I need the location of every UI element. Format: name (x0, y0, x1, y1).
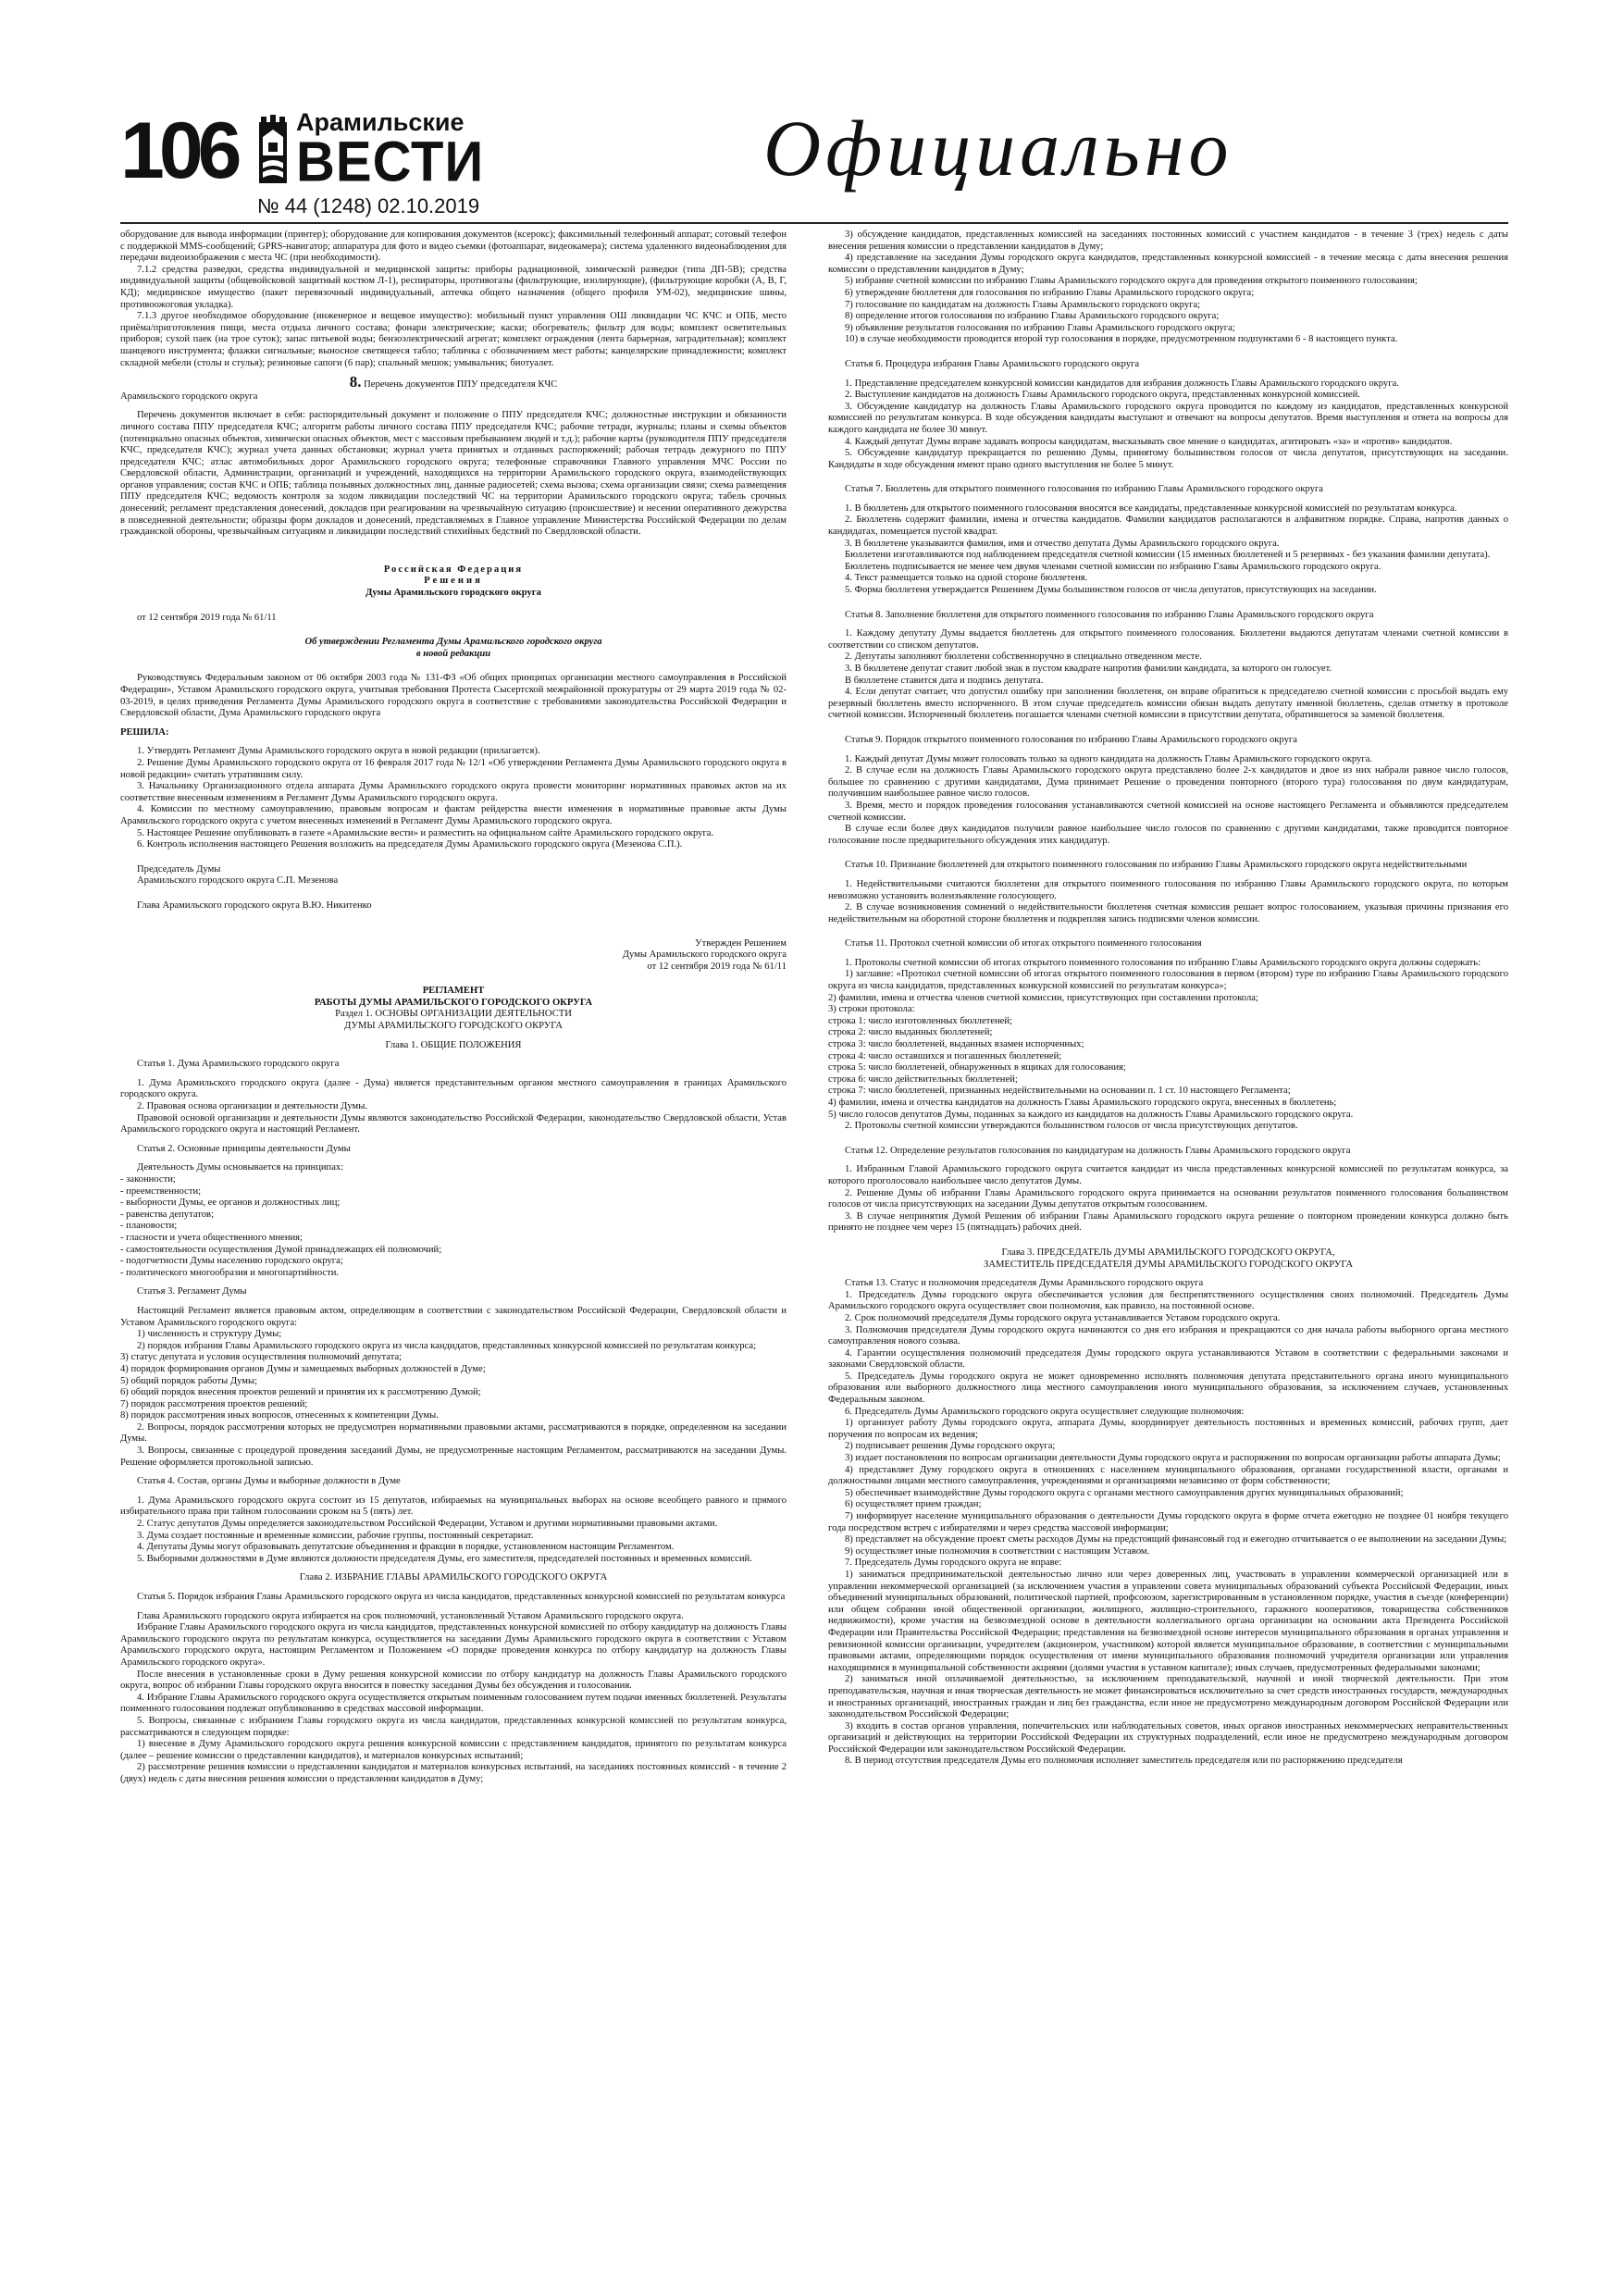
paragraph: 1. Избранным Главой Арамильского городского округа считается кандидат из числа представленных конкурсной комиссией по результатам конкурса, за которого проголосовало наибольшее число депутатов Думы. (828, 1164, 1508, 1186)
resolution-item: 1. Утвердить Регламент Думы Арамильского городского округа в новой редакции (прилагается). (137, 746, 540, 757)
paragraph: 5. Председатель Думы городского округа не может одновременно исполнять полномочия депутата представительного органа иного муниципального образования или выборного должностного лица местного самоуправления иного муниципального образования, за исключением случаев, установленных Федеральным законом. (828, 1371, 1508, 1406)
paragraph: 2. Депутаты заполняют бюллетени собственноручно в специально отведенном месте. (845, 652, 1202, 663)
signature-line: Глава Арамильского городского округа В.Ю. Никитенко (137, 900, 372, 911)
list-item: - выборности Думы, ее органов и должностных лиц; (120, 1198, 341, 1209)
paragraph: 1) заниматься предпринимательской деятельностью лично или через доверенных лиц, участвовать в управлении коммерческой организацией или в управлении некоммерческой организацией (за исключением участия в управлении совета муниципальных образований субъекта Российской Федерации, иных объединений муниципальных образований, политической партией, профсоюзом, зарегистрированным в установленном порядке, участия в съезде (конференции) или общем собрании иной общественной организации, жилищного, жилищно-строительного, гаражного кооперативов, товарищества собственников недвижимости), кроме участия на безвозмездной основе в деятельности коллегиального органа организации на основании акта Президента Российской Федерации или Правительства Российской Федерации; представления на безвозмездной основе интересов муниципального образования в органах управления и ревизионной комиссии организации, учредителем (акционером, участником) которой является муниципальное образование, в соответствии с муниципальными правовыми актами, определяющими порядок осуществления от имени муниципального образования полномочий учредителя организации или управления находящимися в муниципальной собственности акциями (долями участия в уставном капитале); иных случаев, предусмотренных федеральными законами; (828, 1569, 1508, 1673)
article-heading: Статья 3. Регламент Думы (137, 1286, 247, 1297)
list-item: 8) представляет на обсуждение проект сметы расходов Думы на предстоящий финансовый год и ежегодно отчитывается о ее выполнении на заседании Думы; (845, 1534, 1507, 1545)
signature-line: Арамильского городского округа С.П. Мезенова (137, 875, 339, 887)
list-item: строка 6: число действительных бюллетеней; (828, 1074, 1018, 1085)
reglament-section: Раздел 1. ОСНОВЫ ОРГАНИЗАЦИИ ДЕЯТЕЛЬНОСТИ (335, 1009, 572, 1020)
document-title: Об утверждении Регламента Думы Арамильского городского округа (304, 637, 602, 648)
document-date: от 12 сентября 2019 года № 61/11 (137, 612, 277, 623)
resolution-heading: РЕШИЛА: (120, 726, 169, 738)
article-heading: Статья 9. Порядок открытого поименного голосования по избранию Главы Арамильского городского округа (845, 734, 1297, 745)
paragraph: Глава Арамильского городского округа избирается на срок полномочий, установленный Уставом Арамильского городского округа. (137, 1610, 684, 1621)
paragraph: 3. Полномочия председателя Думы городского округа начинаются со дня его избрания и прекращаются со дня начала работы выборного органа местного самоуправления нового созыва. (828, 1324, 1508, 1347)
doc-header-country: Российская Федерация (383, 564, 524, 575)
paragraph: 1. Председатель Думы городского округа обеспечивается условия для беспрепятственного осуществления своих полномочий. Председатель Думы Арамильского городского округа осуществляет свои полномочия, как правило, на постоянной основе. (828, 1289, 1508, 1312)
section-heading-text: Перечень документов ППУ председателя КЧС (364, 379, 558, 391)
paragraph: 3. Вопросы, связанные с процедурой проведения заседаний Думы, не предусмотренные настоящим Регламентом, рассматриваются на заседании Думы. Решение оформляется протокольной записью. (120, 1446, 787, 1468)
paragraph: 6) утверждение бюллетеня для голосования по избранию Главы Арамильского городского округа; (845, 287, 1255, 298)
section-title: Официально (763, 104, 1233, 192)
paragraph: 3. Время, место и порядок проведения голосования устанавливаются счетной комиссией на основе настоящего Регламента и объявляются председателем счетной комиссии. (828, 800, 1508, 823)
approval-note: Думы Арамильского городского округа (622, 949, 787, 961)
paragraph: 2. Правовая основа организации и деятельности Думы. (137, 1101, 367, 1112)
paragraph: 10) в случае необходимости проводится второй тур голосования в порядке, предусмотренном подпунктами 6 - 8 настоящего пункта. (845, 334, 1398, 345)
brand-name-bottom: ВЕСТИ (296, 130, 485, 193)
paragraph: 4. Гарантии осуществления полномочий председателя Думы городского округа устанавливаются Уставом в соответствии с федеральными законами и законами Свердловской области. (828, 1347, 1508, 1371)
list-item: 2) подписывает решения Думы городского округа; (845, 1441, 1056, 1452)
paragraph: 4. Текст размещается только на одной стороне бюллетеня. (845, 573, 1088, 584)
article-heading: Статья 4. Состав, органы Думы и выборные должности в Думе (137, 1476, 401, 1487)
paragraph: 8. В период отсутствия председателя Думы его полномочия исполняет заместитель председателя или по распоряжению председателя (845, 1756, 1403, 1767)
paragraph: 2. Бюллетень содержит фамилии, имена и отчества кандидатов. Фамилии кандидатов располагаются в алфавитном порядке. Справа, напротив данных о кандидатах, помещается пустой квадрат. (828, 515, 1508, 538)
list-item: 5) число голосов депутатов Думы, поданных за каждого из кандидатов на должность Главы Арамильского городского округа. (828, 1109, 1354, 1120)
list-item: 5) общий порядок работы Думы; (120, 1375, 258, 1386)
paragraph: 2) рассмотрение решения комиссии о представлении кандидатов и материалов конкурсных испытаний, на заседаниях постоянных комиссий - в течение 2 (двух) недель с даты внесения решения комиссии о представлении кандидатов в Думу; (120, 1762, 787, 1784)
paragraph: 1) внесение в Думу Арамильского городского округа решения конкурсной комиссии с представлением кандидатов, принятого по результатам конкурса (далее – решение комиссии о представлении кандидатов), и материалов конкурсных испытаний; (120, 1739, 787, 1761)
resolution-item: 6. Контроль исполнения настоящего Решения возложить на председателя Думы Арамильского городского округа (Мезенова С.П.). (137, 839, 683, 850)
paragraph: 2. Выступление кандидатов на должность Главы Арамильского городского округа, представленных конкурсной комиссией. (845, 390, 1360, 401)
doc-header-type: Решения (424, 576, 483, 587)
article-heading: Статья 13. Статус и полномочия председателя Думы Арамильского городского округа (845, 1278, 1204, 1289)
list-item: 1) численность и структуру Думы; (137, 1329, 282, 1340)
reglament-subtitle: РАБОТЫ ДУМЫ АРАМИЛЬСКОГО ГОРОДСКОГО ОКРУГА (314, 997, 593, 1008)
masthead (120, 102, 1508, 222)
list-item: - гласности и учета общественного мнения; (120, 1232, 303, 1243)
paragraph: 5. Обсуждение кандидатур прекращается по решению Думы, принятому большинством голосов от числа депутатов, присутствующих на заседании. Кандидаты в ходе обсуждения имеют право одного выступления не более 5 минут. (828, 448, 1508, 470)
paragraph: 7. Председатель Думы городского округа не вправе: (845, 1558, 1062, 1569)
resolution-item: 3. Начальнику Организационного отдела аппарата Думы Арамильского городского округа провести мониторинг нормативных правовых актов на их соответствие внесенным изменениям в Регламент Думы Арамильского городского округа. (120, 781, 787, 803)
paragraph: 3) входить в состав органов управления, попечительских или наблюдательных советов, иных органов иностранных некоммерческих неправительственных организаций и действующих на территории Российской Федерации их структурных подразделений, если иное не предусмотрено международным договором Российской Федерации или законодательством Российской Федерации. (828, 1720, 1508, 1755)
paragraph: Бюллетени изготавливаются под наблюдением председателя счетной комиссии (15 именных бюллетеней и 5 резервных - без указания фамилии депутата). (845, 550, 1491, 561)
list-item: 3) статус депутата и условия осуществления полномочий депутата; (120, 1352, 403, 1363)
paragraph: 3) обсуждение кандидатов, представленных комиссией на заседаниях постоянных комиссий с участием кандидатов - в течение 3 (трех) недель с даты внесения решения комиссии о представлении кандидатов в Думу; (828, 230, 1508, 252)
list-item: строка 7: число бюллетеней, признанных недействительными на основании п. 1 ст. 10 настоящего Регламента; (828, 1086, 1291, 1097)
paragraph: 1. Каждому депутату Думы выдается бюллетень для открытого поименного голосования. Бюллетени выдаются депутатам членами счетной комиссии в соответствии со списком депутатов. (828, 628, 1508, 651)
resolution-item: 4. Комиссии по местному самоуправлению, правовым вопросам и фактам рейдерства внести изменения в нормативные правовые акты Думы Арамильского городского округа с учетом внесенных изменений в Регламент Думы Арамильского городского округа. (120, 804, 787, 826)
article-heading: Статья 7. Бюллетень для открытого поименного голосования по избранию Главы Арамильского городского округа (845, 484, 1324, 495)
article-heading: Статья 8. Заполнение бюллетеня для открытого поименного голосования по избранию Главы Арамильского городского округа (845, 609, 1374, 620)
section-number: 8. (349, 373, 362, 391)
list-item: - подотчетности Думы населению городского округа; (120, 1256, 343, 1267)
list-item: строка 1: число изготовленных бюллетеней; (828, 1015, 1012, 1026)
paragraph: 7.1.3 другое необходимое оборудование (инженерное и вещевое имущество): мобильный пункт управления ОШ ликвидации ЧС КЧС и ОПБ, место приёма/приготовления пищи, места отдыха личного состава; фонари электрические; каски; обогреватель; фильтр для воды; комплект осветительных приборов; сухой паек (на трое суток); запас питьевой воды; бензоэлектрический агрегат; комплект ограждения (лента барьерная, заградительная); комплект шанцевого инструмента; флажки сигнальные; выносное светящееся табло; табличка с обозначением мест работы; канцелярские принадлежности; комплект складной мебели (столы и стулья); резиновые сапоги (6 пар); спальный мешок; умывальник; биотуалет. (120, 311, 787, 368)
article-heading: Статья 5. Порядок избрания Главы Арамильского городского округа из числа кандидатов, представленных конкурсной комиссией по результатам конкурса (137, 1592, 786, 1602)
paragraph: Деятельность Думы основывается на принципах: (137, 1162, 344, 1173)
list-item: - равенства депутатов; (120, 1209, 215, 1220)
paragraph: 5. Форма бюллетеня утверждается Решением Думы большинством голосов от числа депутатов, присутствующих на заседании. (845, 585, 1377, 596)
paragraph: 1. Протоколы счетной комиссии об итогах открытого поименного голосования по избранию Главы Арамильского городского округа должны содержать: (845, 957, 1481, 968)
list-item: строка 3: число бюллетеней, выданных взамен испорченных; (828, 1039, 1084, 1050)
paragraph: 8) определение итогов голосования по избранию Главы Арамильского городского округа; (845, 311, 1220, 322)
paragraph: 2. Решение Думы об избрании Главы Арамильского городского округа принимается на основании результатов поименного голосования большинством голосов от числа присутствующих на заседании Думы депутатов открытым голосованием. (828, 1187, 1508, 1210)
article-heading: Статья 12. Определение результатов голосования по кандидатурам на должность Главы Арамильского городского округа (845, 1145, 1351, 1156)
paragraph: Избрание Главы Арамильского городского округа из числа кандидатов, представленных конкурсной комиссией по отбору кандидатур на должность Главы Арамильского городского округа по результатам конкурса, осуществляется на заседании Думы Арамильского городского округа в соответствии с Уставом Арамильского городского округа, настоящим Регламентом и Положением «О порядке проведения конкурса по отбору кандидатур на должность Главы Арамильского городского округа». (120, 1622, 787, 1668)
paragraph: 1. Представление председателем конкурсной комиссии кандидатов для избрания должность Главы Арамильского городского округа. (845, 378, 1399, 389)
paragraph: 1. В бюллетень для открытого поименного голосования вносятся все кандидаты, представленные конкурсной комиссией по результатам конкурса. (845, 503, 1457, 514)
paragraph: 9) объявление результатов голосования по избранию Главы Арамильского городского округа; (845, 322, 1235, 333)
list-item: 3) издает постановления по вопросам организации деятельности Думы городского округа и распоряжения по вопросам организации работы аппарата Думы; (845, 1453, 1501, 1464)
left-column (120, 230, 787, 2275)
paragraph: 1. Каждый депутат Думы может голосовать только за одного кандидата на должность Главы Арамильского городского округа. (845, 753, 1373, 764)
paragraph: 4. Каждый депутат Думы вправе задавать вопросы кандидатам, высказывать свое мнение о кандидатах, агитировать «за» и «против» кандидатов. (845, 436, 1453, 447)
doc-header-body: Думы Арамильского городского округа (365, 588, 541, 599)
list-item: 4) порядок формирования органов Думы и замещаемых выборных должностей в Думе; (120, 1363, 486, 1374)
list-item: 2) фамилии, имена и отчества членов счетной комиссии, присутствующих при составлении протокола; (828, 992, 1258, 1003)
paragraph: 2. Вопросы, порядок рассмотрения которых не предусмотрен нормативными правовыми актами, рассматриваются в порядке, определенном на заседании Думы. (120, 1421, 787, 1445)
paragraph: Правовой основой организации и деятельности Думы являются законодательство Российской Федерации, законодательство Свердловской области, Устав Арамильского городского округа и настоящий Регламент. (120, 1112, 787, 1136)
list-item: строка 5: число бюллетеней, обнаруженных в ящиках для голосования; (828, 1062, 1126, 1074)
article-heading: Статья 1. Дума Арамильского городского округа (137, 1059, 340, 1070)
paragraph: 3. В бюллетене депутат ставит любой знак в пустом квадрате напротив фамилии кандидата, за которого он голосует. (845, 664, 1332, 674)
list-item: 1) организует работу Думы городского округа, аппарата Думы, координирует деятельность постоянных и временных комиссий, рабочих групп, дает поручения по вопросам их ведения; (828, 1418, 1508, 1440)
section-heading (120, 373, 787, 391)
list-item: 4) фамилии, имена и отчества кандидатов на должность Главы Арамильского городского округа, внесенных в бюллетень; (828, 1098, 1337, 1108)
page-number: 106 (120, 106, 237, 195)
resolution-item: 5. Настоящее Решение опубликовать в газете «Арамильские вести» и разместить на официальном сайте Арамильского городского округа. (137, 827, 714, 838)
article-heading: Статья 10. Признание бюллетеней для открытого поименного голосования по избранию Главы Арамильского городского округа недействительными (845, 860, 1468, 871)
section-subheading: Арамильского городского округа (120, 391, 258, 402)
paragraph: 3. В случае непринятия Думой Решения об избрании Главы Арамильского городского округа решение о повторном проведении конкурса должно быть принято не позднее чем через 15 (пятнадцать) рабочих дней. (828, 1210, 1508, 1234)
paragraph: Руководствуясь Федеральным законом от 06 октября 2003 года № 131-ФЗ «Об общих принципах организации местного самоуправления в Российской Федерации», Уставом Арамильского городского округа, учитывая требования Протеста Сысертской межрайонной прокуратуры от 29 марта 2019 года № 02-03-2019, в целях приведения Регламента Думы Арамильского городского округа в соответствие с требованиями законодательства Российской Федерации и Свердловской области, Дума Арамильского городского округа (120, 673, 787, 719)
list-item: - законности; (120, 1174, 176, 1185)
coat-of-arms-icon (257, 115, 289, 187)
list-item: - политического многообразия и многопартийности. (120, 1267, 340, 1278)
document-title-sub: в новой редакции (415, 648, 491, 659)
list-item: 4) представляет Думу городского округа в отношениях с населением муниципального образования, органами государственной власти, органами и должностными лицами местного самоуправления, учреждениями и организациями независимо от форм собственности; (828, 1464, 1508, 1487)
paragraph: 7.1.2 средства разведки, средства индивидуальной и медицинской защиты: приборы радиационной, химической разведки (типа ДП-5В); средства индивидуальной защиты (общевойсковой защитный костюм Л-1), респираторы, противогазы (фильтрующие, изолирующие), (фильтрующие коробки (А, В, Г, КД); медицинское имущество (пакет перевязочный индивидуальный, аптечка общего назначения (общего профиля УМ-02), медицинские шины, противоожоговая укладка). (120, 264, 787, 310)
paragraph: В бюллетене ставится дата и подпись депутата. (845, 675, 1044, 686)
list-item: 6) осуществляет прием граждан; (845, 1499, 982, 1510)
issue-number: № 44 (1248) 02.10.2019 (257, 194, 480, 217)
paragraph: 3. Дума создает постоянные и временные комиссии, рабочие группы, постоянный секретариат. (137, 1530, 534, 1541)
paragraph: 3. В бюллетене указываются фамилия, имя и отчество депутата Думы Арамильского городского округа. (845, 538, 1280, 549)
paragraph: 4. Избрание Главы Арамильского городского округа осуществляется открытым поименным голосованием путем подачи именных бюллетеней. Результаты поименного голосования подлежат опубликованию в средствах массовой информации. (120, 1692, 787, 1715)
approval-note: Утвержден Решением (695, 937, 787, 949)
paragraph: 1. Дума Арамильского городского округа состоит из 15 депутатов, избираемых на муниципальных выборах на основе всеобщего равного и прямого избирательного права при тайном голосовании сроком на 5 (пять) лет. (120, 1495, 787, 1518)
newspaper-brand (296, 108, 485, 193)
brand-name-top: Арамильские (296, 108, 465, 136)
list-item: 5) обеспечивает взаимодействие Думы городского округа с органами местного самоуправления других муниципальных образований; (845, 1487, 1404, 1498)
paragraph: 7) голосование по кандидатам на должность Главы Арамильского городского округа; (845, 299, 1201, 310)
list-item: строка 2: число выданных бюллетеней; (828, 1027, 993, 1038)
paragraph: 2) заниматься иной оплачиваемой деятельностью, за исключением преподавательской, научной и иной творческой деятельности. При этом преподавательская, научная и иная творческая деятельность не может финансироваться исключительно за счет средств иностранных государств, международных и иностранных организаций, иностранных граждан и лиц без гражданства, если иное не предусмотрено международным договором Российской Федерации или законодательством Российской Федерации; (828, 1674, 1508, 1720)
paragraph: 4. Депутаты Думы могут образовывать депутатские объединения и фракции в порядке, установленном настоящим Регламентом. (137, 1542, 675, 1553)
list-item: 7) порядок рассмотрения проектов решений; (120, 1398, 308, 1409)
list-item: 8) порядок рассмотрения иных вопросов, отнесенных к компетенции Думы. (120, 1410, 439, 1421)
list-item: - самостоятельности осуществления Думой принадлежащих ей полномочий; (120, 1244, 442, 1255)
paragraph: 5) избрание счетной комиссии по избранию Главы Арамильского городского округа для проведения открытого поименного голосования; (845, 276, 1418, 287)
paragraph: 4) представление на заседании Думы городского округа кандидатов, представленных конкурсной комиссией - в течение месяца с даты внесения решения комиссии о представлении кандидатов в Думу; (828, 253, 1508, 275)
list-item: 2) порядок избрания Главы Арамильского городского округа из числа кандидатов, представленных конкурсной комиссией по результатам конкурса; (137, 1340, 757, 1351)
paragraph: Бюллетень подписывается не менее чем двумя членами счетной комиссии по избранию Главы Арамильского городского округа. (845, 561, 1381, 572)
right-column (828, 230, 1508, 2275)
article-heading: Статья 11. Протокол счетной комиссии об итогах открытого поименного голосования (845, 938, 1202, 949)
reglament-title: РЕГЛАМЕНТ (422, 986, 485, 997)
paragraph: В случае если более двух кандидатов получили равное наибольшее число голосов по сравнению с другими кандидатами, также проводится повторное голосование после предварительного обсуждения этих кандидатур. (828, 824, 1508, 846)
approval-note: от 12 сентября 2019 года № 61/11 (647, 961, 787, 972)
list-item: 3) строки протокола: (828, 1004, 915, 1015)
signature-line: Председатель Думы (137, 863, 221, 875)
header-rule (120, 222, 1508, 224)
paragraph: 1. Дума Арамильского городского округа (далее - Дума) является представительным органом местного самоуправления в границах Арамильского городского округа. (120, 1077, 787, 1100)
list-item: 6) общий порядок внесения проектов решений и принятия их к рассмотрению Думой; (120, 1387, 481, 1398)
paragraph: 2. Статус депутатов Думы определяется законодательством Российской Федерации, Уставом и другими нормативными правовыми актами. (137, 1519, 718, 1530)
paragraph: 2. В случае если на должность Главы Арамильского городского округа представлено более 2-х кандидатов и двое из них набрали равное число голосов, большее по сравнению с другими кандидатами, Дума принимает Решение о проведении повторного (второго тура) голосования по двум кандидатурам, получившим наибольшее равное число голосов. (828, 765, 1508, 800)
paragraph: 2. Срок полномочий председателя Думы городского округа устанавливается Уставом городского округа. (845, 1312, 1281, 1323)
list-item: 9) осуществляет иные полномочия в соответствии с настоящим Уставом. (845, 1545, 1150, 1557)
article-heading: Статья 2. Основные принципы деятельности Думы (137, 1143, 351, 1154)
list-item: 7) информирует население муниципального образования о деятельности Думы городского округа в форме отчета ежегодно не позднее 01 ноября текущего года посредством встреч с избирателями и через средства массовой информации; (828, 1511, 1508, 1533)
paragraph: Перечень документов включает в себя: распорядительный документ и положение о ППУ председателя КЧС; должностные инструкции и обязанности личного состава ППУ председателя КЧС; алгоритм работы личного состава ППУ председателя КЧС; рабочие тетради, журналы; планы и схемы объектов (потенциально опасных объектов, химически опасных объектов, мест с массовым пребыванием людей и т.д.); рабочие карты (руководителя ППУ председателя КЧС, председателя КЧС); журнал учета данных обстановки; журнал учета принятых и отданных распоряжений; рабочая тетрадь дежурного по ППУ председателя КЧС; атлас автомобильных дорог Арамильского городского округа; телефонные справочники Главного управления МЧС России по Свердловской области, Администрации, организаций и учреждений, находящихся на территории Арамильского городского округа, взаимодействующих органов управления; состав КЧС и ОПБ; таблица позывных должностных лиц, данные радиосетей; схема вызова; схема организации связи; схема размещения ППУ председателя КЧС; ведомость контроля за ходом ликвидации последствий ЧС на территории Арамильского городского округа; табель срочных донесений; регламент представления донесений, докладов при реагировании на чрезвычайную ситуацию (происшествие) и несении оперативного дежурства в повседневной деятельности; образцы форм докладов и донесений, представляемых в Главное управление Министерства Российской Федерации по делам гражданской обороны, чрезвычайным ситуациям и ликвидации последствий стихийных бедствий по Свердловской области. (120, 410, 787, 538)
list-item: строка 4: число оставшихся и погашенных бюллетеней; (828, 1050, 1062, 1061)
paragraph: Настоящий Регламент является правовым актом, определяющим в соответствии с законодательством Российской Федерации, Свердловской области и Уставом Арамильского городского округа: (120, 1305, 787, 1328)
paragraph: оборудование для вывода информации (принтер); оборудование для копирования документов (ксерокс); факсимильный телефонный аппарат; сотовый телефон с поддержкой MMS-сообщений; GPRS-навигатор; аппаратура для фото и видео съемки (фотоаппарат, видеокамера); система удаленного видеонаблюдения для передачи видеоизображения с места ЧС (при необходимости). (120, 230, 787, 264)
paragraph: 2. В случае возникновения сомнений о недействительности бюллетеня счетная комиссия решает вопрос голосованием, указывая причины признания его недействительным на оборотной стороне бюллетеня и подкрепляя запись подписями членов комиссии. (828, 902, 1508, 925)
paragraph: 3. Обсуждение кандидатур на должность Главы Арамильского городского округа проводится по каждому из кандидатов, представленных конкурсной комиссией по результатам конкурса. В ходе обсуждения кандидаты выступают и отвечают на вопросы депутатов. Время выступления и ответа на вопросы для каждого кандидата не более 30 минут. (828, 401, 1508, 435)
paragraph: 5. Вопросы, связанные с избранием Главы городского округа из числа кандидатов, представленных конкурсной комиссией по результатам конкурса, рассматриваются в следующем порядке: (120, 1715, 787, 1738)
paragraph: 6. Председатель Думы Арамильского городского округа осуществляет следующие полномочия: (845, 1406, 1245, 1417)
list-item: - преемственности; (120, 1185, 202, 1197)
list-item: 1) заглавие: «Протокол счетной комиссии об итогах открытого поименного голосования в первом (втором) туре по избранию Главы Арамильского городского округа из числа кандидатов, представленных конкурсной комиссией по результатам конкурса»; (828, 969, 1508, 992)
list-item: - плановости; (120, 1221, 178, 1232)
chapter-heading: Глава 2. ИЗБРАНИЕ ГЛАВЫ АРАМИЛЬСКОГО ГОРОДСКОГО ОКРУГА (299, 1572, 608, 1583)
reglament-section: ДУМЫ АРАМИЛЬСКОГО ГОРОДСКОГО ОКРУГА (344, 1021, 563, 1032)
chapter-heading: Глава 1. ОБЩИЕ ПОЛОЖЕНИЯ (385, 1039, 522, 1050)
article-heading: Статья 6. Процедура избрания Главы Арамильского городского округа (845, 358, 1140, 369)
paragraph: 5. Выборными должностями в Думе являются должности председателя Думы, его заместителя, председателей постоянных и временных комиссий. (137, 1553, 752, 1564)
list-item: 2. Протоколы счетной комиссии утверждаются большинством голосов от числа присутствующих депутатов. (845, 1121, 1298, 1132)
paragraph: 4. Если депутат считает, что допустил ошибку при заполнении бюллетеня, он вправе обратиться к председателю счетной комиссии с просьбой выдать ему резервный бюллетень вместо испорченного. В этом случае председатель комиссии обязан выдать депутату именной бюллетень, сделав отметку в протоколе счетной комиссии. Испорченный бюллетень погашается членами счетной комиссии в присутствии депутата, обратившегося за заменой бюллетеня. (828, 687, 1508, 721)
paragraph: После внесения в установленные сроки в Думу решения конкурсной комиссии по отбору кандидатур на должность Главы Арамильского городского округа, вопрос об избрании Главы городского округа вносится в повестку заседания Думы без обсуждения и голосования. (120, 1669, 787, 1692)
chapter-heading: Глава 3. ПРЕДСЕДАТЕЛЬ ДУМЫ АРАМИЛЬСКОГО ГОРОДСКОГО ОКРУГА, (1001, 1247, 1335, 1258)
resolution-item: 2. Решение Думы Арамильского городского округа от 16 февраля 2017 года № 12/1 «Об утверждении Регламента Думы Арамильского городского округа в новой редакции» считать утратившим силу. (120, 757, 787, 780)
paragraph: 1. Недействительными считаются бюллетени для открытого поименного голосования по избранию Главы Арамильского городского округа, по которым невозможно установить волеизъявление голосующего. (828, 878, 1508, 901)
chapter-heading: ЗАМЕСТИТЕЛЬ ПРЕДСЕДАТЕЛЯ ДУМЫ АРАМИЛЬСКОГО ГОРОДСКОГО ОКРУГА (984, 1259, 1353, 1270)
